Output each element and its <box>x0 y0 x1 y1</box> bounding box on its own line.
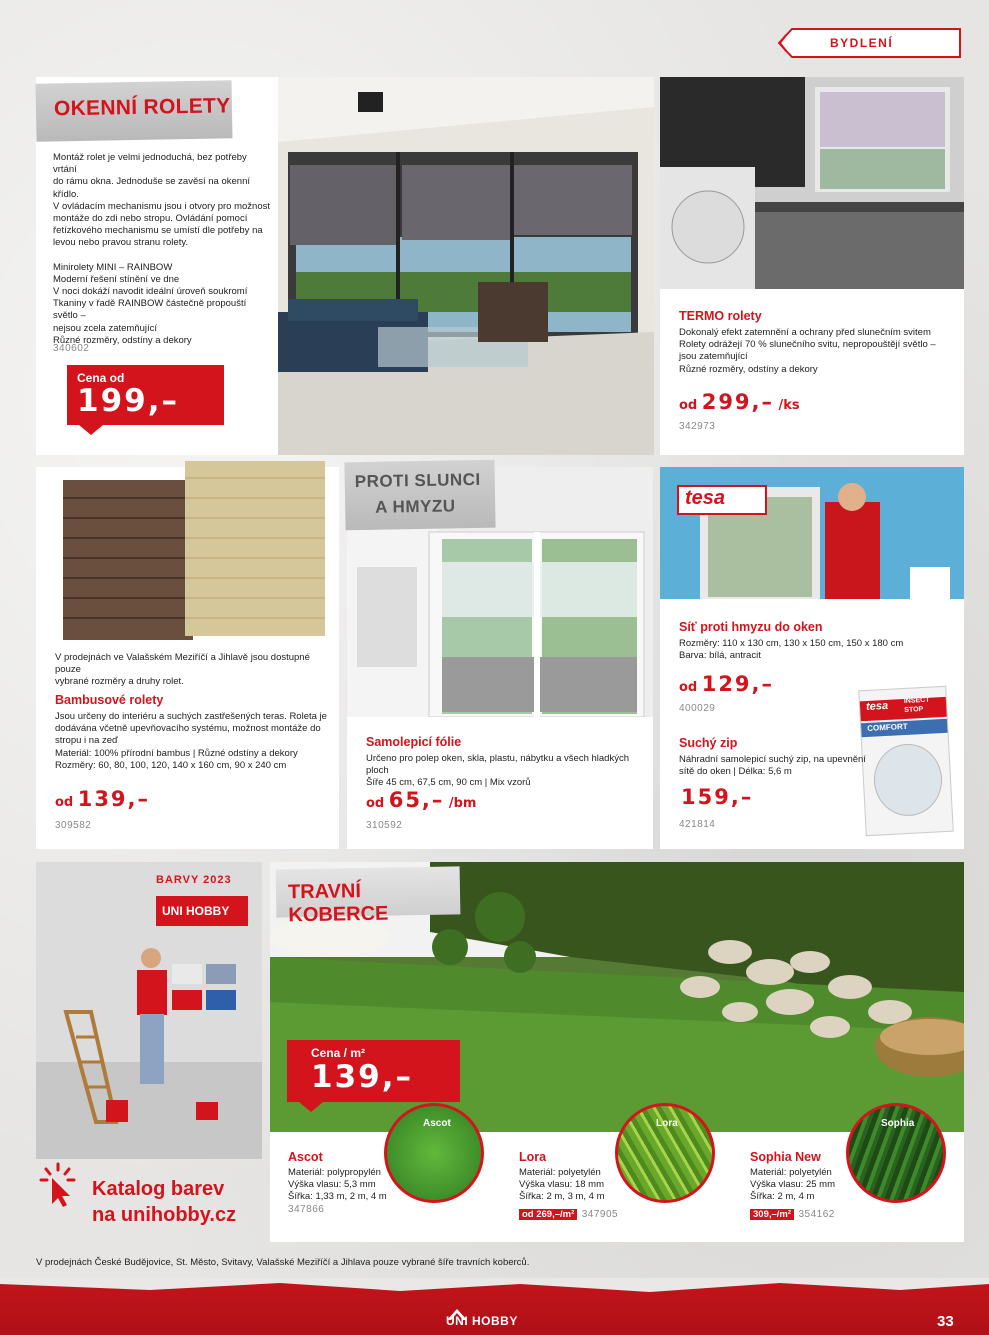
bambus-photo <box>55 458 330 643</box>
mini-desc-line: Moderní řešení stínění ve dne <box>53 273 180 285</box>
page-number: 33 <box>937 1313 954 1330</box>
zip-price: 159,– <box>681 785 754 809</box>
living-room-photo <box>278 77 654 455</box>
zip-desc-line: Náhradní samolepicí suchý zip, na upevnění <box>679 754 866 765</box>
product-height: Výška vlasu: 5,3 mm <box>288 1179 376 1191</box>
rolety-code: 340602 <box>53 343 90 354</box>
termo-price <box>679 390 800 414</box>
rolety-desc-line: řetízkového mechanismu se umístí dle potřeby na <box>53 225 263 237</box>
folie-banner-line2: A HMYZU <box>375 496 456 517</box>
sit-price-prefix: od <box>679 680 698 695</box>
bambus-note-line: vybrané rozměry a druhy rolet. <box>55 676 184 688</box>
product-code: 354162 <box>798 1208 835 1220</box>
bambus-note-line: V prodejnách ve Valašském Meziříčí a Jihlavě jsou dostupné pouze <box>55 652 310 676</box>
rolety-desc-line: levou nebo pravou stranu rolety. <box>53 237 189 249</box>
koberce-price-label: Cena / m² <box>311 1046 366 1060</box>
product-ascot <box>288 1150 387 1215</box>
product-height: Výška vlasu: 18 mm <box>519 1179 604 1191</box>
termo-description <box>679 327 959 376</box>
termo-desc-line: Rolety odrážejí 70 % slunečního svitu, nepropouštějí světlo – <box>679 339 936 351</box>
catalog-cover[interactable] <box>36 862 262 1159</box>
koberce-title-banner <box>276 866 461 927</box>
sit-price-value: 129,– <box>701 672 775 696</box>
bambus-description <box>55 711 335 772</box>
bambus-code: 309582 <box>55 820 92 831</box>
termo-price-unit: /ks <box>778 398 800 413</box>
bambus-title: Bambusové rolety <box>55 693 164 707</box>
bambus-desc-line: stropu i na zeď <box>55 735 118 747</box>
cursor-click-icon <box>36 1162 84 1208</box>
rolety-price: 199,– <box>77 383 179 419</box>
product-material: Materiál: polyetylén <box>750 1167 832 1178</box>
product-sophia <box>750 1150 835 1222</box>
zip-title: Suchý zip <box>679 736 738 750</box>
product-name: Lora <box>519 1150 547 1164</box>
mini-desc-line: Tkaniny v řadě RAINBOW částečně propouští světlo – <box>53 298 247 322</box>
sit-code: 400029 <box>679 703 716 714</box>
insect-stop-package <box>858 686 954 836</box>
folie-title-banner <box>344 460 495 531</box>
mini-desc-line: Různé rozměry, odstíny a dekory <box>53 334 192 346</box>
termo-desc-line: Dokonalý efekt zatemnění a ochrany před slunečním svitem <box>679 327 931 338</box>
bambus-desc-line: dodávána včetně upevňovacího systému, možnost montáže do <box>55 723 321 735</box>
catalog-link-line2[interactable]: na unihobby.cz <box>92 1204 237 1226</box>
catalog-cover-brand-text: UNI HOBBY <box>162 904 230 918</box>
bambus-desc-line: Jsou určeny do interiéru a suchých zastřešených teras. Roleta je <box>55 711 327 722</box>
koberce-title: TRAVNÍ KOBERCE <box>287 880 389 927</box>
sit-price <box>679 672 774 696</box>
sit-desc-line: Rozměry: 110 x 130 cm, 130 x 150 cm, 150 x 180 cm <box>679 638 904 649</box>
mini-desc-line: Minirolety MINI – RAINBOW <box>53 261 173 273</box>
rolety-title-banner <box>36 80 233 141</box>
pack-label-insect: INSECT <box>903 696 930 706</box>
folie-description <box>366 753 651 790</box>
tesa-logo-text: tesa <box>685 487 726 509</box>
product-code: 347905 <box>581 1208 619 1220</box>
rolety-desc-line: Montáž rolet je velmi jednoduchá, bez potřeby vrtání <box>53 152 247 176</box>
folie-price <box>366 788 476 812</box>
bambus-desc-line: Rozměry: 60, 80, 100, 120, 140 x 160 cm, 90 x 240 cm <box>55 759 287 771</box>
sit-desc-line: Barva: bílá, antracit <box>679 650 761 662</box>
swatch-ascot <box>384 1103 484 1203</box>
rolety-desc-line: montáže do zdi nebo stropu. Ovládání pomocí <box>53 213 248 225</box>
product-material: Materiál: polypropylén <box>288 1167 381 1178</box>
koberce-price: 139,– <box>311 1059 413 1095</box>
product-name: Sophia New <box>750 1150 821 1164</box>
folie-code: 310592 <box>366 820 403 831</box>
swatch-label: Lora <box>656 1118 678 1129</box>
catalog-cover-brand <box>156 896 248 926</box>
termo-desc-line: jsou zatemňující <box>679 351 748 363</box>
sit-description <box>679 638 959 662</box>
bambus-price-prefix: od <box>55 795 74 810</box>
product-width: Šířka: 1,33 m, 2 m, 4 m <box>288 1191 387 1203</box>
swatch-label: Ascot <box>423 1118 451 1129</box>
zip-code: 421814 <box>679 819 716 830</box>
folie-price-unit: /bm <box>448 796 477 811</box>
product-width: Šířka: 2 m, 4 m <box>750 1191 815 1203</box>
termo-code: 342973 <box>679 421 716 432</box>
section-tag <box>778 28 961 58</box>
product-height: Výška vlasu: 25 mm <box>750 1179 835 1191</box>
catalog-cover-title: BARVY 2023 <box>156 874 232 886</box>
catalog-link[interactable] <box>92 1176 236 1228</box>
product-code: 347866 <box>288 1203 325 1215</box>
rolety-desc-line: V ovládacím mechanismu jsou i otvory pro možnost <box>53 200 271 212</box>
folie-price-value: 65,– <box>388 788 445 812</box>
product-name: Ascot <box>288 1150 323 1164</box>
rolety-title: OKENNÍ ROLETY <box>53 94 231 121</box>
mini-desc-line: V noci dokáží navodit ideální úroveň soukromí <box>53 286 248 298</box>
mini-desc-line: nejsou zcela zatemňující <box>53 322 158 334</box>
product-price-chip: 309,–/m² <box>750 1209 794 1220</box>
product-lora <box>519 1150 618 1222</box>
swatch-sophia <box>846 1103 946 1203</box>
rolety-price-label: Cena od <box>77 371 125 385</box>
folie-desc-line: Šíře 45 cm, 67,5 cm, 90 cm | Mix vzorů <box>366 777 531 789</box>
kitchen-photo <box>660 77 964 289</box>
pack-label-stop: STOP <box>904 706 924 715</box>
termo-title: TERMO rolety <box>679 309 762 323</box>
folie-banner-line1: PROTI SLUNCI <box>354 469 481 492</box>
pack-brand: tesa <box>865 699 889 714</box>
footer-brand: UNI HOBBY <box>446 1314 518 1328</box>
termo-price-value: 299,– <box>701 390 775 414</box>
termo-price-prefix: od <box>679 398 698 413</box>
swatch-lora <box>615 1103 715 1203</box>
product-width: Šířka: 2 m, 3 m, 4 m <box>519 1191 605 1203</box>
product-price-chip: od 269,–/m² <box>519 1209 577 1220</box>
rolety-description <box>53 152 273 347</box>
rolety-desc-line: do rámu okna. Jednoduše se zavěsí na okenní křídlo. <box>53 176 250 200</box>
bambus-note <box>55 652 335 689</box>
rolety-price-box <box>67 365 224 437</box>
folie-desc-line: Určeno pro polep oken, skla, plastu, nábytku a všech hladkých ploch <box>366 753 629 777</box>
swatch-label: Sophia <box>881 1118 915 1129</box>
pack-label-comfort: COMFORT <box>867 721 908 733</box>
bambus-price <box>55 787 150 811</box>
product-material: Materiál: polyetylén <box>519 1167 601 1178</box>
catalog-link-line1[interactable]: Katalog barev <box>92 1178 225 1200</box>
tesa-logo <box>677 485 767 515</box>
section-label: BYDLENÍ <box>830 36 894 50</box>
zip-description <box>679 754 869 778</box>
folie-title: Samolepicí fólie <box>366 735 462 749</box>
termo-desc-line: Různé rozměry, odstíny a dekory <box>679 363 818 375</box>
footer-note: V prodejnách České Budějovice, St. Město, Svitavy, Valašské Meziříčí a Jihlava pouze vybrané šíře travních koberců. <box>36 1257 530 1268</box>
folie-price-prefix: od <box>366 796 385 811</box>
bambus-desc-line: Materiál: 100% přírodní bambus | Různé odstíny a dekory <box>55 747 298 759</box>
zip-desc-line: sítě do oken | Délka: 5,6 m <box>679 766 792 778</box>
bambus-price-value: 139,– <box>77 787 151 811</box>
sit-title: Síť proti hmyzu do oken <box>679 620 823 634</box>
footer-logo <box>446 1306 550 1328</box>
